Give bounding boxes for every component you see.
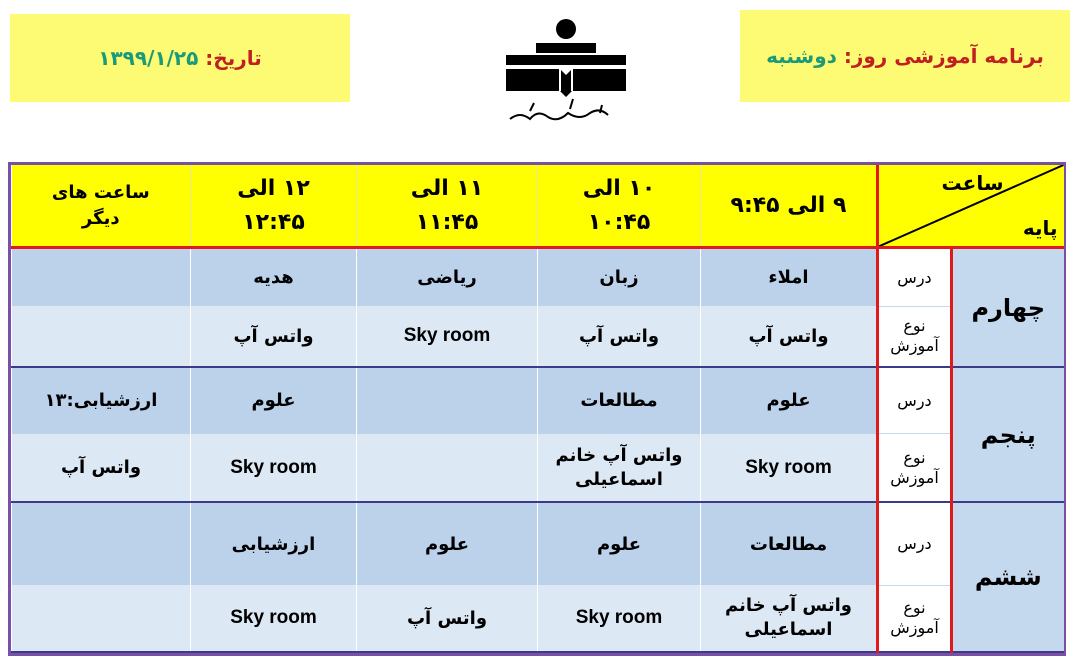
lesson-row-label: درس [878,367,952,434]
lesson-cell: مطالعات [701,502,878,585]
lesson-cell: علوم [191,367,357,434]
lesson-cell: ارزشیابی [191,502,357,585]
mode-cell: Sky room [701,434,878,503]
corner-header [878,165,1064,248]
mode-cell: واتس آپ [12,434,191,503]
time-slot-3 [357,165,538,248]
time-slot-1-line1: ۹ الی ۹:۴۵ [730,192,847,218]
date-label: تاریخ: [205,46,262,70]
corner-time-label: ساعت [941,171,1004,195]
mode-row-label [878,306,952,367]
program-day: دوشنبه [766,44,837,68]
lesson-cell: مطالعات [538,367,701,434]
mode-label-line1: نوع [903,447,926,467]
lesson-cell: علوم [357,502,538,585]
lesson-cell [357,367,538,434]
mode-cell: واتس آپ [357,585,538,652]
program-label: برنامه آموزشی روز: [843,44,1044,68]
mode-cell: Sky room [191,585,357,652]
time-slot-3-line1: ۱۱ الی [410,175,484,201]
lesson-cell: علوم [538,502,701,585]
mode-cell: Sky room [357,306,538,367]
time-slot-2-line2: ۱۰:۴۵ [587,209,651,235]
lesson-row-label: درس [878,502,952,585]
time-slot-4-line2: ۱۲:۴۵ [242,209,305,235]
lesson-cell: هدیه [191,248,357,307]
lesson-cell: علوم [701,367,878,434]
lesson-cell [12,502,191,585]
grade-name: پنجم [952,367,1064,502]
lesson-row-label: درس [878,248,952,307]
schedule-table [8,162,1066,656]
lesson-cell: ریاضی [357,248,538,307]
mode-cell: واتس آپ خانم اسماعیلی [538,434,701,503]
school-logo [500,15,632,130]
mode-row-label [878,434,952,503]
program-day-banner [740,10,1070,102]
lesson-cell [12,248,191,307]
time-slot-other-line1: ساعت های [51,181,150,203]
grade-name: ششم [952,502,1064,652]
time-slot-2 [538,165,701,248]
time-slot-4-line1: ۱۲ الی [237,175,310,201]
mode-cell: Sky room [191,434,357,503]
time-slot-other-line2: دیگر [81,207,120,229]
mode-cell: واتس آپ [191,306,357,367]
time-slot-2-line1: ۱۰ الی [582,175,656,201]
mode-label-line2: آموزش [890,467,939,487]
date-banner [10,14,350,102]
time-slot-1 [701,165,878,248]
time-slot-other [12,165,191,248]
mode-cell: Sky room [538,585,701,652]
mode-row-label [878,585,952,652]
time-slot-3-line2: ۱۱:۴۵ [415,209,479,235]
mode-label-line2: آموزش [890,336,939,356]
mode-cell [12,585,191,652]
mode-cell [12,306,191,367]
date-value: ۱۳۹۹/۱/۲۵ [98,46,199,70]
mode-cell [357,434,538,503]
lesson-cell: ارزشیابی:۱۳ [12,367,191,434]
lesson-cell: املاء [701,248,878,307]
grade-name: چهارم [952,248,1064,367]
time-slot-4 [191,165,357,248]
mode-cell: واتس آپ [538,306,701,367]
mode-cell: واتس آپ [701,306,878,367]
mode-label-line1: نوع [903,598,926,618]
mode-cell: واتس آپ خانم اسماعیلی [701,585,878,652]
corner-grade-label: پایه [1022,216,1058,241]
lesson-cell: زبان [538,248,701,307]
mode-label-line1: نوع [903,316,926,336]
mode-label-line2: آموزش [890,618,939,638]
